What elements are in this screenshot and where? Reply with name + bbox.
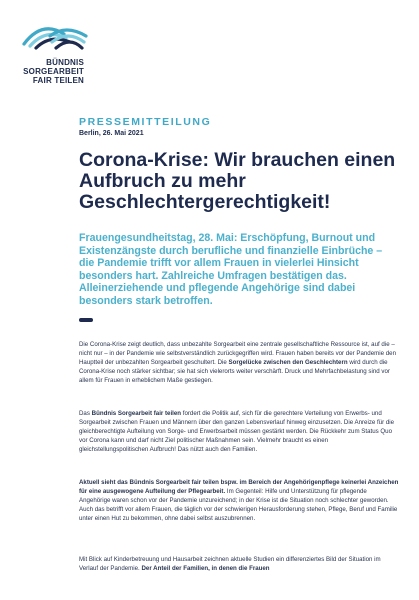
body-paragraph-1	[79, 340, 399, 385]
p2-highlight: Bündnis Sorgearbeit fair teilen	[91, 410, 182, 417]
logo	[20, 22, 90, 85]
body-paragraph-2	[79, 409, 399, 454]
p1-highlight: Sorgelücke zwischen den Geschlechtern	[228, 359, 348, 367]
p1-text-c: wird durch die Corona-Krise noch stärker sichtbar; sie hat sich vielerorts weiter verschärft. Druck und Mehrfachbelastung sind vor allem für Frauen in erheblichem Maße gestiegen.	[79, 359, 390, 385]
logo-line-3: FAIR TEILEN	[32, 76, 84, 85]
p4-highlight: Der Anteil der Familien, in denen die Frauen	[141, 565, 270, 573]
p3-text-c: Im Gegenteil: Hilfe und Unterstützung für pflegende Angehörige waren schon vor der Pandemie unzureichend; in der Krise ist die Situation noch schlechter geworden. Auch das betrifft vor allem Frauen, die täglich vor der schwierigen Herausforderung stehen, Pflege, Beruf und Familie unter einen Hut zu bekommen, ohne dabei selbst auszubrennen.	[79, 488, 398, 523]
press-release-label: PRESSEMITTEILUNG	[79, 116, 212, 128]
p2-text-a: Das	[79, 410, 92, 417]
p2-text-c: fordert die Politik auf, sich für die gerechtere Verteilung von Erwerbs- und Sorgearbeit zwischen Frauen und Männern über den ganzen Lebensverlauf hinweg einzusetzen. Die Anreize für die gleichberechtigte Aufteilung von Sorge- und Erwerbsarbeit müssen gestärkt werden. Die Rückkehr zum Status Quo vor Corona kann und darf nicht Ziel politischer Maßnahmen sein. Vielmehr braucht es einen gleichstellungspolitischen Aufbruch! Das nützt auch den Familien.	[79, 410, 395, 454]
logo-line-1: BÜNDNIS	[46, 58, 84, 67]
section-divider	[79, 318, 93, 322]
p3-highlight: Aktuell sieht das Bündnis Sorgearbeit fair teilen bspw. im Bereich der Angehörigenpflege keinerlei Anzeichen für eine ausgewogene Aufteilung der Pflegearbeit.	[79, 479, 399, 496]
lead-paragraph: Frauengesundheitstag, 28. Mai: Erschöpfung, Burnout und Existenzängste durch berufliche und finanzielle Einbrüche – die Pandemie trifft vor allem Frauen in vielerlei Hinsicht besonders hart. Zahlreiche Umfragen bestätigen das. Alleinerziehende und pflegende Angehörige sind dabei besonders stark betroffen.	[79, 232, 383, 307]
logo-line-2: SORGEARBEIT	[23, 67, 84, 76]
body-paragraph-4	[79, 555, 399, 573]
page-title: Corona-Krise: Wir brauchen einen Aufbruch zu mehr Geschlechtergerechtigkeit!	[79, 149, 396, 213]
logo-arcs-icon	[20, 22, 90, 56]
dateline: Berlin, 26. Mai 2021	[79, 130, 144, 137]
logo-wordmark	[20, 58, 84, 85]
p4-text-a: Mit Blick auf Kinderbetreuung und Hausarbeit zeichnen aktuelle Studien ein differenziertes Bild der Situation im Verlauf der Pandemie.	[79, 556, 381, 573]
p1-text-a: Die Corona-Krise zeigt deutlich, dass unbezahlte Sorgearbeit eine zentrale gesellschaftliche Ressource ist, auf die – nicht nur – in der Pandemie wie selbstverständlich zurückgegriffen wird. Frauen haben bereits vor der Pandemie den Hauptteil der unbezahlten Sorgearbeit geschultert. Die	[79, 341, 396, 367]
body-paragraph-3	[79, 478, 399, 523]
